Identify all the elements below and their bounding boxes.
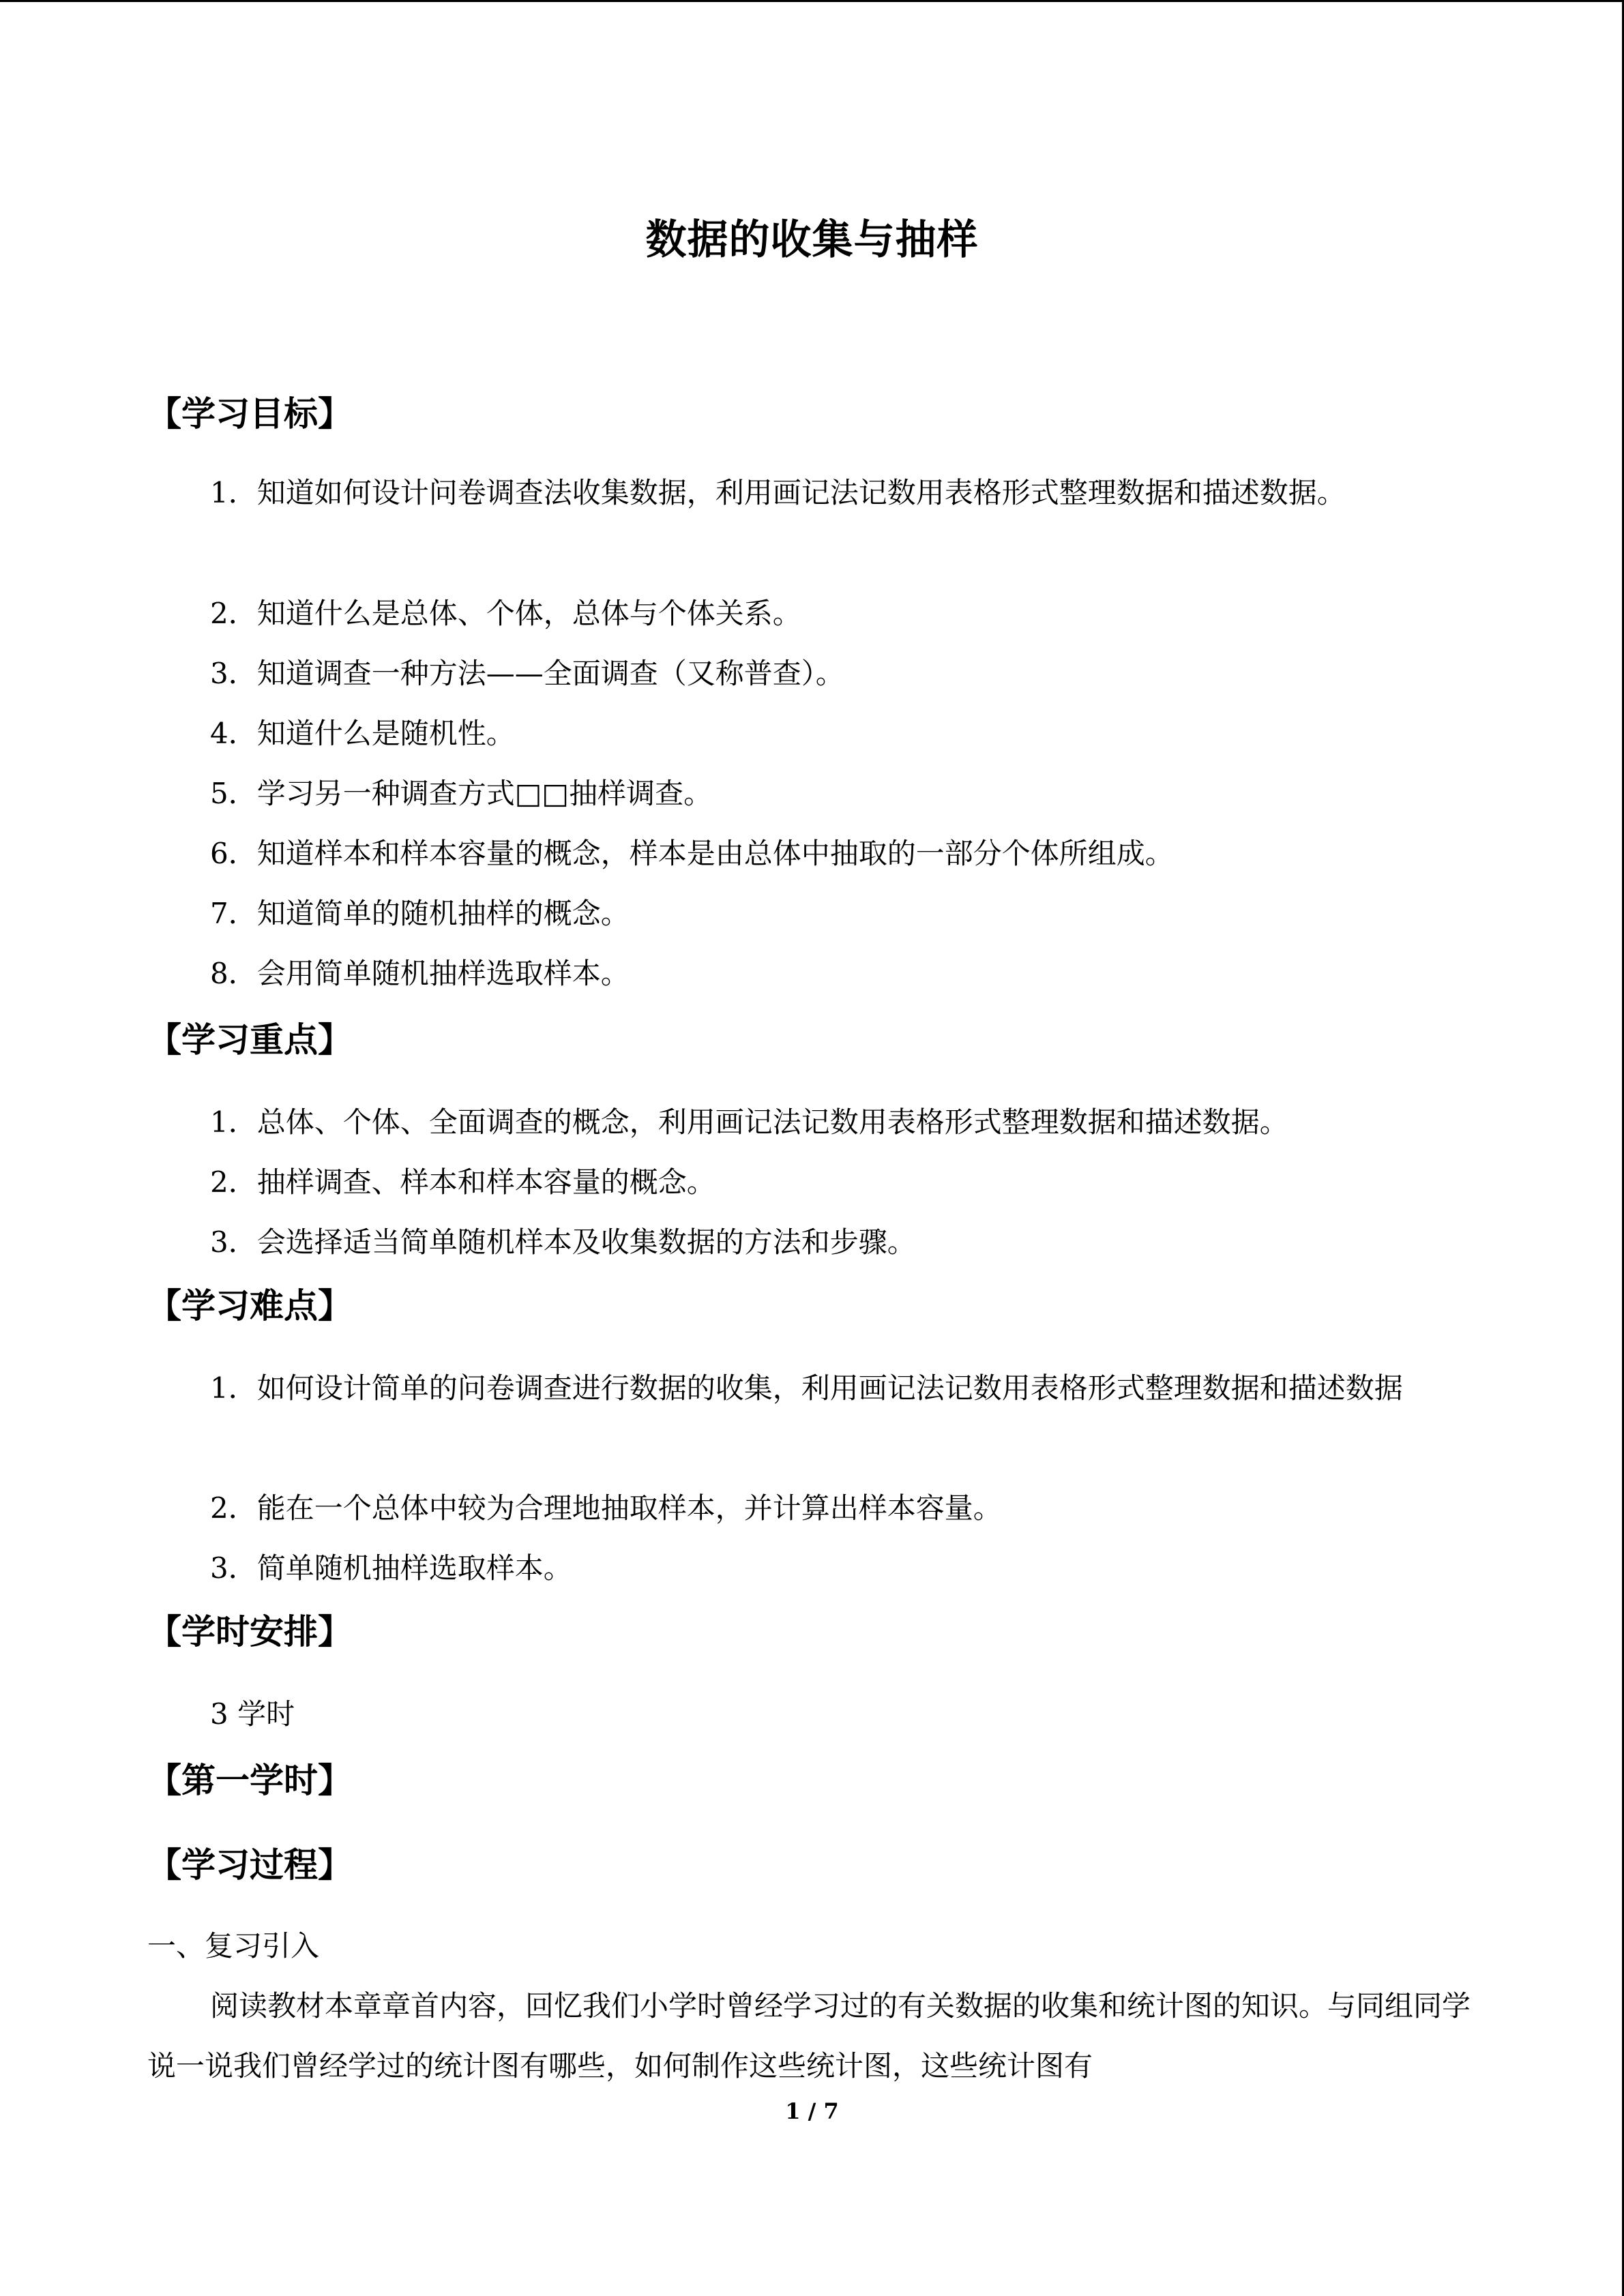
heading-process: 【学习过程】 xyxy=(147,1845,352,1885)
heading-schedule: 【学时安排】 xyxy=(147,1612,352,1652)
heading-first-period: 【第一学时】 xyxy=(147,1761,352,1800)
process-subheading: 一、复习引入 xyxy=(147,1929,320,1963)
difficulty-item-1: 1．如何设计简单的问卷调查进行数据的收集，利用画记法记数用表格形式整理数据和描述数据 xyxy=(210,1371,1403,1405)
process-paragraph: 阅读教材本章章首内容，回忆我们小学时曾经学习过的有关数据的收集和统计图的知识。与同组同学说一说我们曾经学过的统计图有哪些，如何制作这些统计图，这些统计图有 xyxy=(147,1989,1471,2083)
heading-objectives: 【学习目标】 xyxy=(147,394,352,434)
page-number: 1 / 7 xyxy=(785,2098,839,2124)
objective-item-8: 8．会用简单随机抽样选取样本。 xyxy=(210,957,630,990)
objective-item-2: 2．知道什么是总体、个体，总体与个体关系。 xyxy=(210,597,801,630)
top-border-line xyxy=(0,0,1624,2)
schedule-text: 3 学时 xyxy=(210,1697,295,1731)
key-point-item-2: 2．抽样调查、样本和样本容量的概念。 xyxy=(210,1165,715,1199)
heading-difficulties: 【学习难点】 xyxy=(147,1286,352,1326)
objective-item-4: 4．知道什么是随机性。 xyxy=(210,717,515,750)
objective-item-3: 3．知道调查一种方法——全面调查（又称普查）。 xyxy=(210,657,844,690)
key-point-item-1: 1．总体、个体、全面调查的概念，利用画记法记数用表格形式整理数据和描述数据。 xyxy=(210,1105,1288,1139)
difficulty-item-3: 3．简单随机抽样选取样本。 xyxy=(210,1551,572,1585)
key-point-item-3: 3．会选择适当简单随机样本及收集数据的方法和步骤。 xyxy=(210,1225,916,1259)
document-title: 数据的收集与抽样 xyxy=(645,216,979,264)
objective-item-6: 6．知道样本和样本容量的概念，样本是由总体中抽取的一部分个体所组成。 xyxy=(210,837,1174,870)
objective-item-5: 5．学习另一种调查方式□□抽样调查。 xyxy=(210,777,713,810)
heading-key-points: 【学习重点】 xyxy=(147,1020,352,1060)
objective-item-7: 7．知道简单的随机抽样的概念。 xyxy=(210,897,630,930)
objective-item-1: 1．知道如何设计问卷调查法收集数据，利用画记法记数用表格形式整理数据和描述数据。 xyxy=(210,476,1346,509)
difficulty-item-2: 2．能在一个总体中较为合理地抽取样本，并计算出样本容量。 xyxy=(210,1491,1002,1525)
